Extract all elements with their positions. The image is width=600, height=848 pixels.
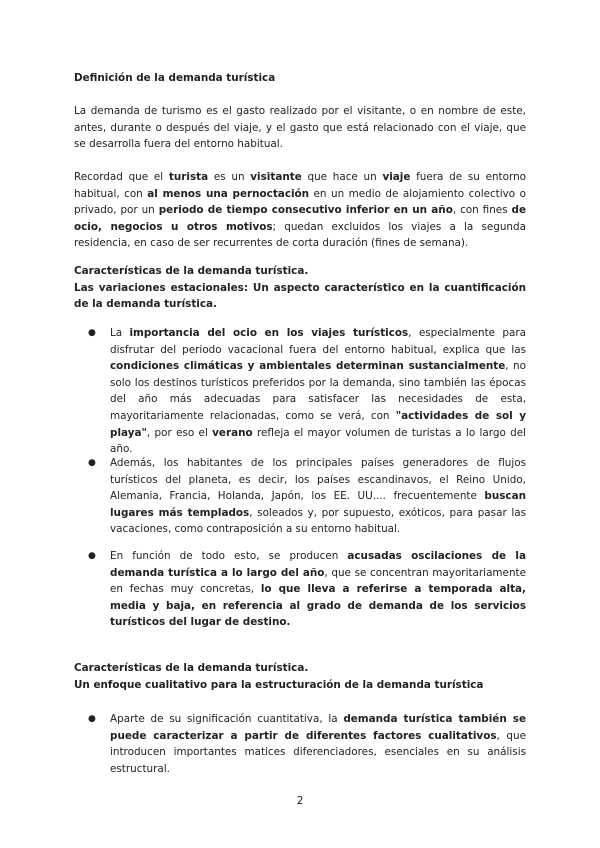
- bullet-item-qualitative: Aparte de su significación cuantitativa, la demanda turística también se puede caracterizar a partir de diferentes factores cualitativos, que introducen importantes matices diferenciadores, esenciales en su análisis estructural.: [110, 713, 526, 775]
- bullet-icon: ●: [88, 551, 96, 561]
- bullet-item-oscillations: En función de todo esto, se producen acusadas oscilaciones de la demanda turística a lo largo del año, que se concentran mayoritariamente en fechas muy concretas, lo que lleva a referirse a temporada alta, media y baja, en referencia al grado de demanda de los servicios turísticos del lugar de destino.: [110, 550, 526, 629]
- heading-seasonal: [74, 263, 526, 313]
- paragraph-definition: La demanda de turismo es el gasto realizado por el visitante, o en nombre de este, antes, durante o después del viaje, y el gasto que está relacionado con el viaje, que se desarrolla fuera del entorno habitual.: [74, 105, 526, 151]
- paragraph-tourist: Recordad que el turista es un visitante que hace un viaje fuera de su entorno habitual, con al menos una pernoctación en un medio de alojamiento colectivo o privado, por un periodo de tiempo consecutivo inferior en un año, con fines de ocio, negocios u otros motivos; quedan excluidos los viajes a la segunda residencia, en caso de ser recurrentes de corta duración (fines de semana).: [74, 171, 527, 250]
- heading-seasonal-line2: Las variaciones estacionales: Un aspecto característico en la cuantificación de la demanda turística.: [74, 281, 526, 311]
- bullet-icon: ●: [88, 328, 96, 338]
- bullet-item-leisure: La importancia del ocio en los viajes turísticos, especialmente para disfrutar del periodo vacacional fuera del entorno habitual, explica que las condiciones climáticas y ambientales determinan sustancialmente, no solo los destinos turísticos preferidos por la demanda, sino también las épocas del año más adecuadas para satisfacer las necesidades de esta, mayoritariamente relacionadas, como se verá, con "actividades de sol y playa", por eso el verano refleja el mayor volumen de turistas a lo largo del año.: [110, 327, 526, 456]
- section-title: Definición de la demanda turística: [74, 72, 276, 84]
- bullet-icon: ●: [88, 714, 96, 724]
- heading-qualitative: [74, 660, 526, 693]
- heading-seasonal-line1: Características de la demanda turística.: [74, 265, 309, 277]
- page-number: 2: [296, 795, 304, 807]
- bullet-item-inhabitants: Además, los habitantes de los principales países generadores de flujos turísticos del planeta, es decir, los países escandinavos, el Reino Unido, Alemania, Francia, Holanda, Japón, los EE. UU.... frecuentemente buscan lugares más templados, soleados y, por supuesto, exóticos, para pasar las vacaciones, como contraposición a su entorno habitual.: [110, 457, 526, 536]
- heading-qualitative-line2: Un enfoque cualitativo para la estructuración de la demanda turística: [74, 678, 484, 691]
- bullet-icon: ●: [88, 458, 96, 468]
- heading-qualitative-line1: Características de la demanda turística.: [74, 662, 309, 674]
